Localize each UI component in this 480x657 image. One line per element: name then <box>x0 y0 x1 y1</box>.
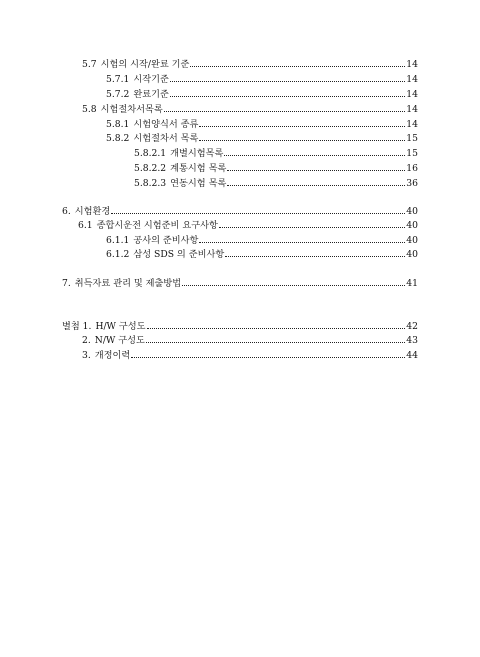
toc-title: 취득자료 관리 및 제출방법 <box>74 278 182 289</box>
dot-leader <box>199 117 405 127</box>
toc-title: 공사의 준비사항 <box>133 235 199 246</box>
toc-title: 시험의 시작/완료 기준 <box>100 59 190 70</box>
dot-leader <box>146 333 405 343</box>
toc-entry-5-8-2-2 <box>134 161 418 175</box>
toc-page: 36 <box>406 178 418 189</box>
dot-leader <box>224 146 405 156</box>
toc-number: 6.1 <box>78 220 93 231</box>
toc-title: 시작기준 <box>133 74 169 85</box>
toc-page: 14 <box>406 59 418 70</box>
toc-page: 40 <box>406 206 418 217</box>
toc-title: 시험절차서목록 <box>100 104 163 115</box>
dot-leader <box>170 87 405 97</box>
toc-entry-5-8-2-1 <box>134 146 418 160</box>
toc-page: 40 <box>406 249 418 260</box>
toc-number: 5.7.2 <box>106 89 130 100</box>
toc-title: 시험절차서 목록 <box>133 133 199 144</box>
toc-number: 5.7 <box>82 59 97 70</box>
dot-leader <box>219 218 405 228</box>
toc-entry-5-8-1 <box>106 117 418 131</box>
toc-title: 개별시험목록 <box>170 148 224 159</box>
toc-page: 14 <box>406 89 418 100</box>
dot-leader <box>199 233 405 243</box>
dot-leader <box>199 131 405 141</box>
toc-title: 완료기준 <box>133 89 169 100</box>
toc-page: 40 <box>406 220 418 231</box>
toc-title: 시험환경 <box>74 206 111 217</box>
toc-number: 5.7.1 <box>106 74 130 85</box>
dot-leader <box>164 102 406 112</box>
toc-entry-5-7-2 <box>106 87 418 101</box>
dot-leader <box>227 161 405 171</box>
toc-entry-5-8 <box>82 102 418 116</box>
toc-number: 5.8.2.2 <box>134 163 167 174</box>
toc-entry-6-1-2 <box>106 247 418 261</box>
toc-number: 5.8.2 <box>106 133 130 144</box>
dot-leader <box>227 176 405 186</box>
toc-number: 5.8.2.3 <box>134 178 167 189</box>
toc-page: 14 <box>406 119 418 130</box>
toc-title: N/W 구성도 <box>94 335 145 346</box>
dot-leader <box>170 72 405 82</box>
toc-page: 41 <box>406 278 418 289</box>
toc-entry-5-7 <box>82 57 418 71</box>
toc-title: H/W 구성도 <box>95 321 146 332</box>
toc-page: 42 <box>406 321 418 332</box>
toc-title: 계통시험 목록 <box>170 163 227 174</box>
toc-page: 14 <box>406 74 418 85</box>
toc-entry-5-8-2-3 <box>134 176 418 190</box>
toc-entry-5-8-2 <box>106 131 418 145</box>
dot-leader <box>182 276 405 286</box>
toc-entry-appendix-3 <box>82 348 418 362</box>
toc-page: 14 <box>406 104 418 115</box>
toc-number: 6. <box>62 206 71 217</box>
dot-leader <box>147 319 406 329</box>
toc-number: 5.8.1 <box>106 119 130 130</box>
dot-leader <box>190 57 405 67</box>
toc-page: 15 <box>406 133 418 144</box>
toc-entry-appendix-1 <box>62 319 418 333</box>
toc-number: 7. <box>62 278 71 289</box>
toc-page: 44 <box>406 350 418 361</box>
dot-leader <box>111 204 405 214</box>
toc-page: 16 <box>406 163 418 174</box>
toc-page: 43 <box>406 335 418 346</box>
toc-number: 5.8 <box>82 104 97 115</box>
toc-title: 개정이력 <box>94 350 131 361</box>
toc-number: 3. <box>82 350 91 361</box>
toc-entry-6 <box>62 204 418 218</box>
toc-title: 종합시운전 시험준비 요구사항 <box>96 220 218 231</box>
toc-entry-6-1 <box>78 218 418 232</box>
toc-entry-7 <box>62 276 418 290</box>
toc-entry-6-1-1 <box>106 233 418 247</box>
toc-title: 삼성 SDS 의 준비사항 <box>133 249 225 260</box>
toc-page: 40 <box>406 235 418 246</box>
toc-title: 연동시험 목록 <box>170 178 227 189</box>
toc-title: 시험양식서 종류 <box>133 119 199 130</box>
toc-number: 5.8.2.1 <box>134 148 167 159</box>
toc-number: 2. <box>82 335 91 346</box>
toc-number: 6.1.2 <box>106 249 130 260</box>
dot-leader <box>225 247 405 257</box>
toc-entry-appendix-2 <box>82 333 418 347</box>
toc-number: 6.1.1 <box>106 235 130 246</box>
toc-number: 별첨 1. <box>62 321 92 332</box>
toc-entry-5-7-1 <box>106 72 418 86</box>
toc-page: 15 <box>406 148 418 159</box>
dot-leader <box>131 348 405 358</box>
